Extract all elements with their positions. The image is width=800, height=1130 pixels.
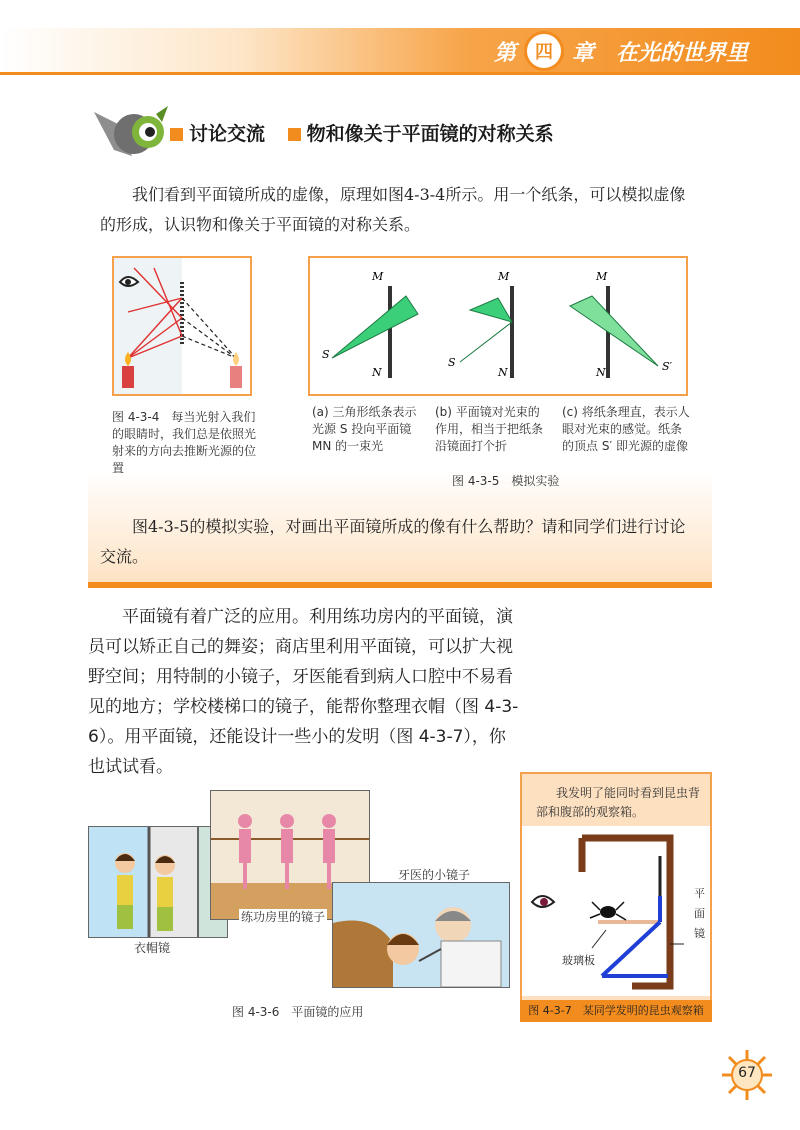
label-m-c: M <box>596 270 608 283</box>
label-s-b: S <box>448 356 456 369</box>
chapter-prefix: 第 <box>494 40 517 66</box>
figure-4-3-5a-caption: (a) 三角形纸条表示光源 S 投向平面镜 MN 的一束光 <box>312 405 417 453</box>
section-title <box>170 119 554 146</box>
figure-4-3-7-caption: 图 4-3-7 某同学发明的昆虫观察箱 <box>528 1004 704 1017</box>
paper-strip-diagrams <box>310 258 686 394</box>
virtual-image-diagram <box>114 258 250 394</box>
intro-paragraph: 我们看到平面镜所成的虚像，原理如图4-3-4所示。用一个纸条，可以模拟虚像的形成，认识物和像关于平面镜的对称关系。 <box>100 185 686 234</box>
figure-4-3-7-caption-bar <box>520 1000 712 1022</box>
chapter-number-badge: 四 <box>524 31 564 71</box>
glass-plate-label: 玻璃板 <box>562 954 595 967</box>
chapter-suffix: 章 <box>572 40 595 66</box>
plane-mirror-label: 平面镜 <box>694 887 705 940</box>
figure-4-3-4 <box>112 256 252 396</box>
figure-4-3-5 <box>308 256 688 396</box>
label-m-a: M <box>372 270 384 283</box>
label-m-b: M <box>498 270 510 283</box>
label-s-a: S <box>322 348 330 361</box>
paper-strip-b <box>460 298 512 362</box>
figure-4-3-5c-caption: (c) 将纸条理直，表示人眼对光束的感觉。纸条的顶点 S′ 即光源的虚像 <box>562 405 690 453</box>
label-s-prime: S′ <box>662 360 673 373</box>
paper-strip-c <box>570 296 658 366</box>
section-tag: 讨论交流 <box>189 123 266 145</box>
chapter-heading <box>494 32 748 70</box>
box-frame <box>582 838 670 986</box>
header-rule <box>0 72 800 75</box>
label-n-c: N <box>596 366 606 379</box>
bullet-square-icon <box>288 128 301 141</box>
main-paragraph: 平面镜有着广泛的应用。利用练功房内的平面镜，演员可以矫正自己的舞姿；商店里利用平面镜，可以扩大视野空间；用特制的小镜子，牙医能看到病人口腔中不易看见的地方；学校楼梯口的镜子，能帮你整理衣帽（图 4-3-6）。用平面镜，还能设计一些小的发明（图 4-3-7），你也试试看。 <box>88 607 519 777</box>
candle-icon <box>122 366 134 388</box>
dental-mirror-label: 牙医的小镜子 <box>398 868 471 882</box>
spider-icon <box>600 906 616 918</box>
section-heading: 物和像关于平面镜的对称关系 <box>306 123 554 145</box>
figure-4-3-5-title: 图 4-3-5 模拟实验 <box>452 474 560 488</box>
dress-mirror-label: 衣帽镜 <box>134 941 171 955</box>
dance-mirror-label: 练功房里的镜子 <box>241 910 326 924</box>
blue-mirror <box>602 922 660 976</box>
discussion-mascot-icon <box>92 104 170 160</box>
figure-4-3-7 <box>520 772 712 1022</box>
bullet-square-icon <box>170 128 183 141</box>
page-number: 67 <box>738 1065 756 1081</box>
label-n-a: N <box>372 366 382 379</box>
chapter-title: 在光的世界里 <box>616 40 749 66</box>
figure-4-3-5b-caption: (b) 平面镜对光束的作用，相当于把纸条沿镜面打个折 <box>435 405 544 453</box>
label-n-b: N <box>498 366 508 379</box>
dressing-mirror-illustration <box>88 826 198 938</box>
dentist-illustration <box>332 882 510 988</box>
candle-image-icon <box>230 366 242 388</box>
paper-strip-a <box>332 296 418 358</box>
figure-4-3-4-caption: 图 4-3-4 每当光射入我们的眼睛时，我们总是依照光射来的方向去推断光源的位置 <box>112 410 257 475</box>
discussion-paragraph: 图4-3-5的模拟实验，对画出平面镜所成的像有什么帮助？请和同学们进行讨论交流。 <box>100 517 686 566</box>
figure-4-3-6-caption: 图 4-3-6 平面镜的应用 <box>232 1005 364 1019</box>
observation-box-illustration <box>522 826 710 996</box>
invention-text: 我发明了能同时看到昆虫背部和腹部的观察箱。 <box>536 786 701 819</box>
